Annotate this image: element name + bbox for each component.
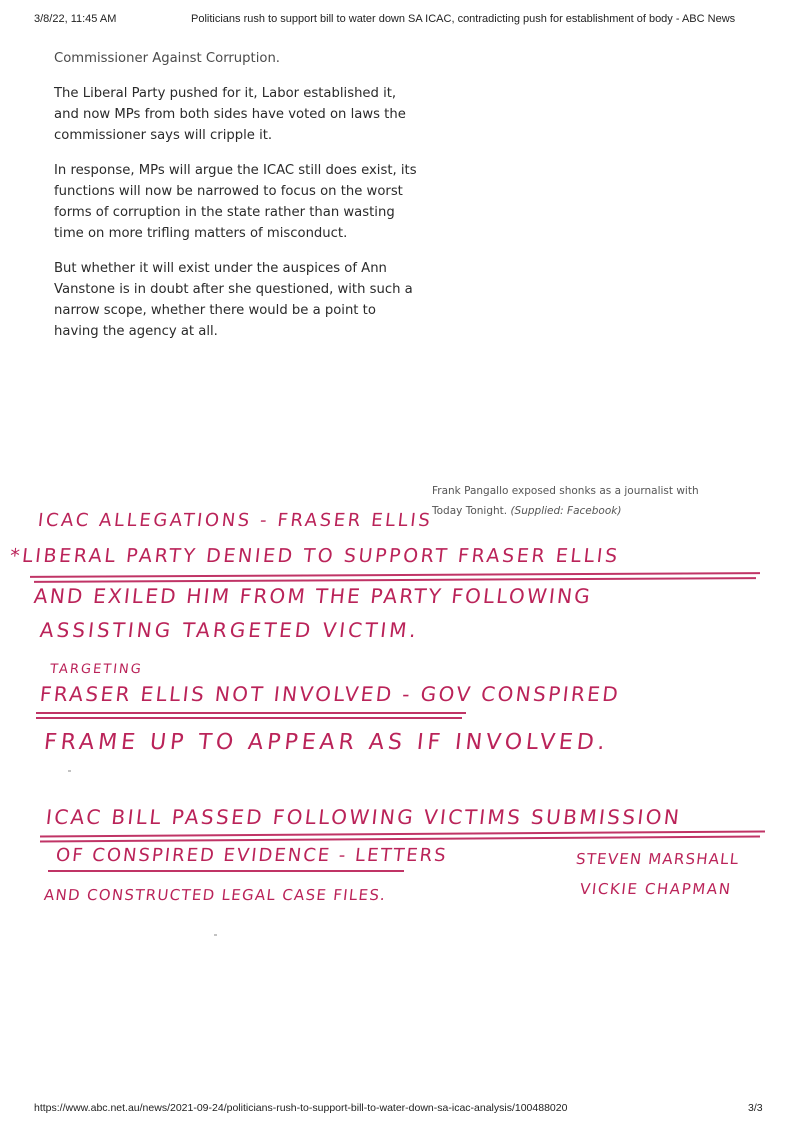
article-paragraph-3: But whether it will exist under the auspices of Ann Vanstone is in doubt after she questioned, with such a narrow scope, whether there would be a point to having the agency at all. xyxy=(54,261,413,339)
print-datetime: 3/8/22, 11:45 AM xyxy=(34,13,117,25)
handwritten-line-3: AND EXILED HIM FROM THE PARTY FOLLOWING xyxy=(32,584,594,608)
article-body xyxy=(54,48,419,356)
underline-7 xyxy=(48,870,404,872)
print-page-title: Politicians rush to support bill to water down SA ICAC, contradicting push for establishment of body - ABC News xyxy=(191,13,736,25)
print-footer-url: https://www.abc.net.au/news/2021-09-24/politicians-rush-to-support-bill-to-water-down-sa-icac-analysis/100488020 xyxy=(34,1102,568,1114)
underline-3 xyxy=(36,712,466,714)
handwritten-name-2: VICKIE CHAPMAN xyxy=(579,880,733,898)
handwritten-line-5: TARGETING xyxy=(49,662,144,677)
handwritten-line-7: FRAME UP TO APPEAR AS IF INVOLVED. xyxy=(42,730,611,755)
underline-6 xyxy=(40,835,760,842)
article-paragraph-1: The Liberal Party pushed for it, Labor established it, and now MPs from both sides have voted on laws the commissioner says will cripple it. xyxy=(54,86,406,143)
article-fragment: Commissioner Against Corruption. xyxy=(54,51,280,66)
image-caption xyxy=(432,481,732,521)
caption-text: Frank Pangallo exposed shonks as a journalist with Today Tonight. xyxy=(432,485,699,517)
handwritten-line-4: ASSISTING TARGETED VICTIM. xyxy=(38,618,421,642)
article-paragraph-2: In response, MPs will argue the ICAC still does exist, its functions will now be narrowed to focus on the worst forms of corruption in the state rather than wasting time on more trifling matters of misconduct. xyxy=(54,163,417,241)
handwritten-name-1: STEVEN MARSHALL xyxy=(575,850,741,868)
handwritten-line-6: FRASER ELLIS NOT INVOLVED - GOV CONSPIRED xyxy=(38,682,622,706)
handwritten-line-10: AND CONSTRUCTED LEGAL CASE FILES. xyxy=(43,886,388,904)
scan-speck xyxy=(68,770,71,772)
handwritten-line-1: ICAC ALLEGATIONS - FRASER ELLIS xyxy=(36,510,434,531)
print-page-number: 3/3 xyxy=(748,1102,763,1114)
handwritten-line-9: OF CONSPIRED EVIDENCE - LETTERS xyxy=(54,845,449,866)
handwritten-line-8: ICAC BILL PASSED FOLLOWING VICTIMS SUBMISSION xyxy=(44,805,683,829)
caption-credit: (Supplied: Facebook) xyxy=(510,505,622,517)
underline-2 xyxy=(34,577,756,582)
handwritten-line-2: *LIBERAL PARTY DENIED TO SUPPORT FRASER ELLIS xyxy=(8,545,621,567)
underline-4 xyxy=(36,717,462,719)
scan-speck xyxy=(214,934,217,936)
